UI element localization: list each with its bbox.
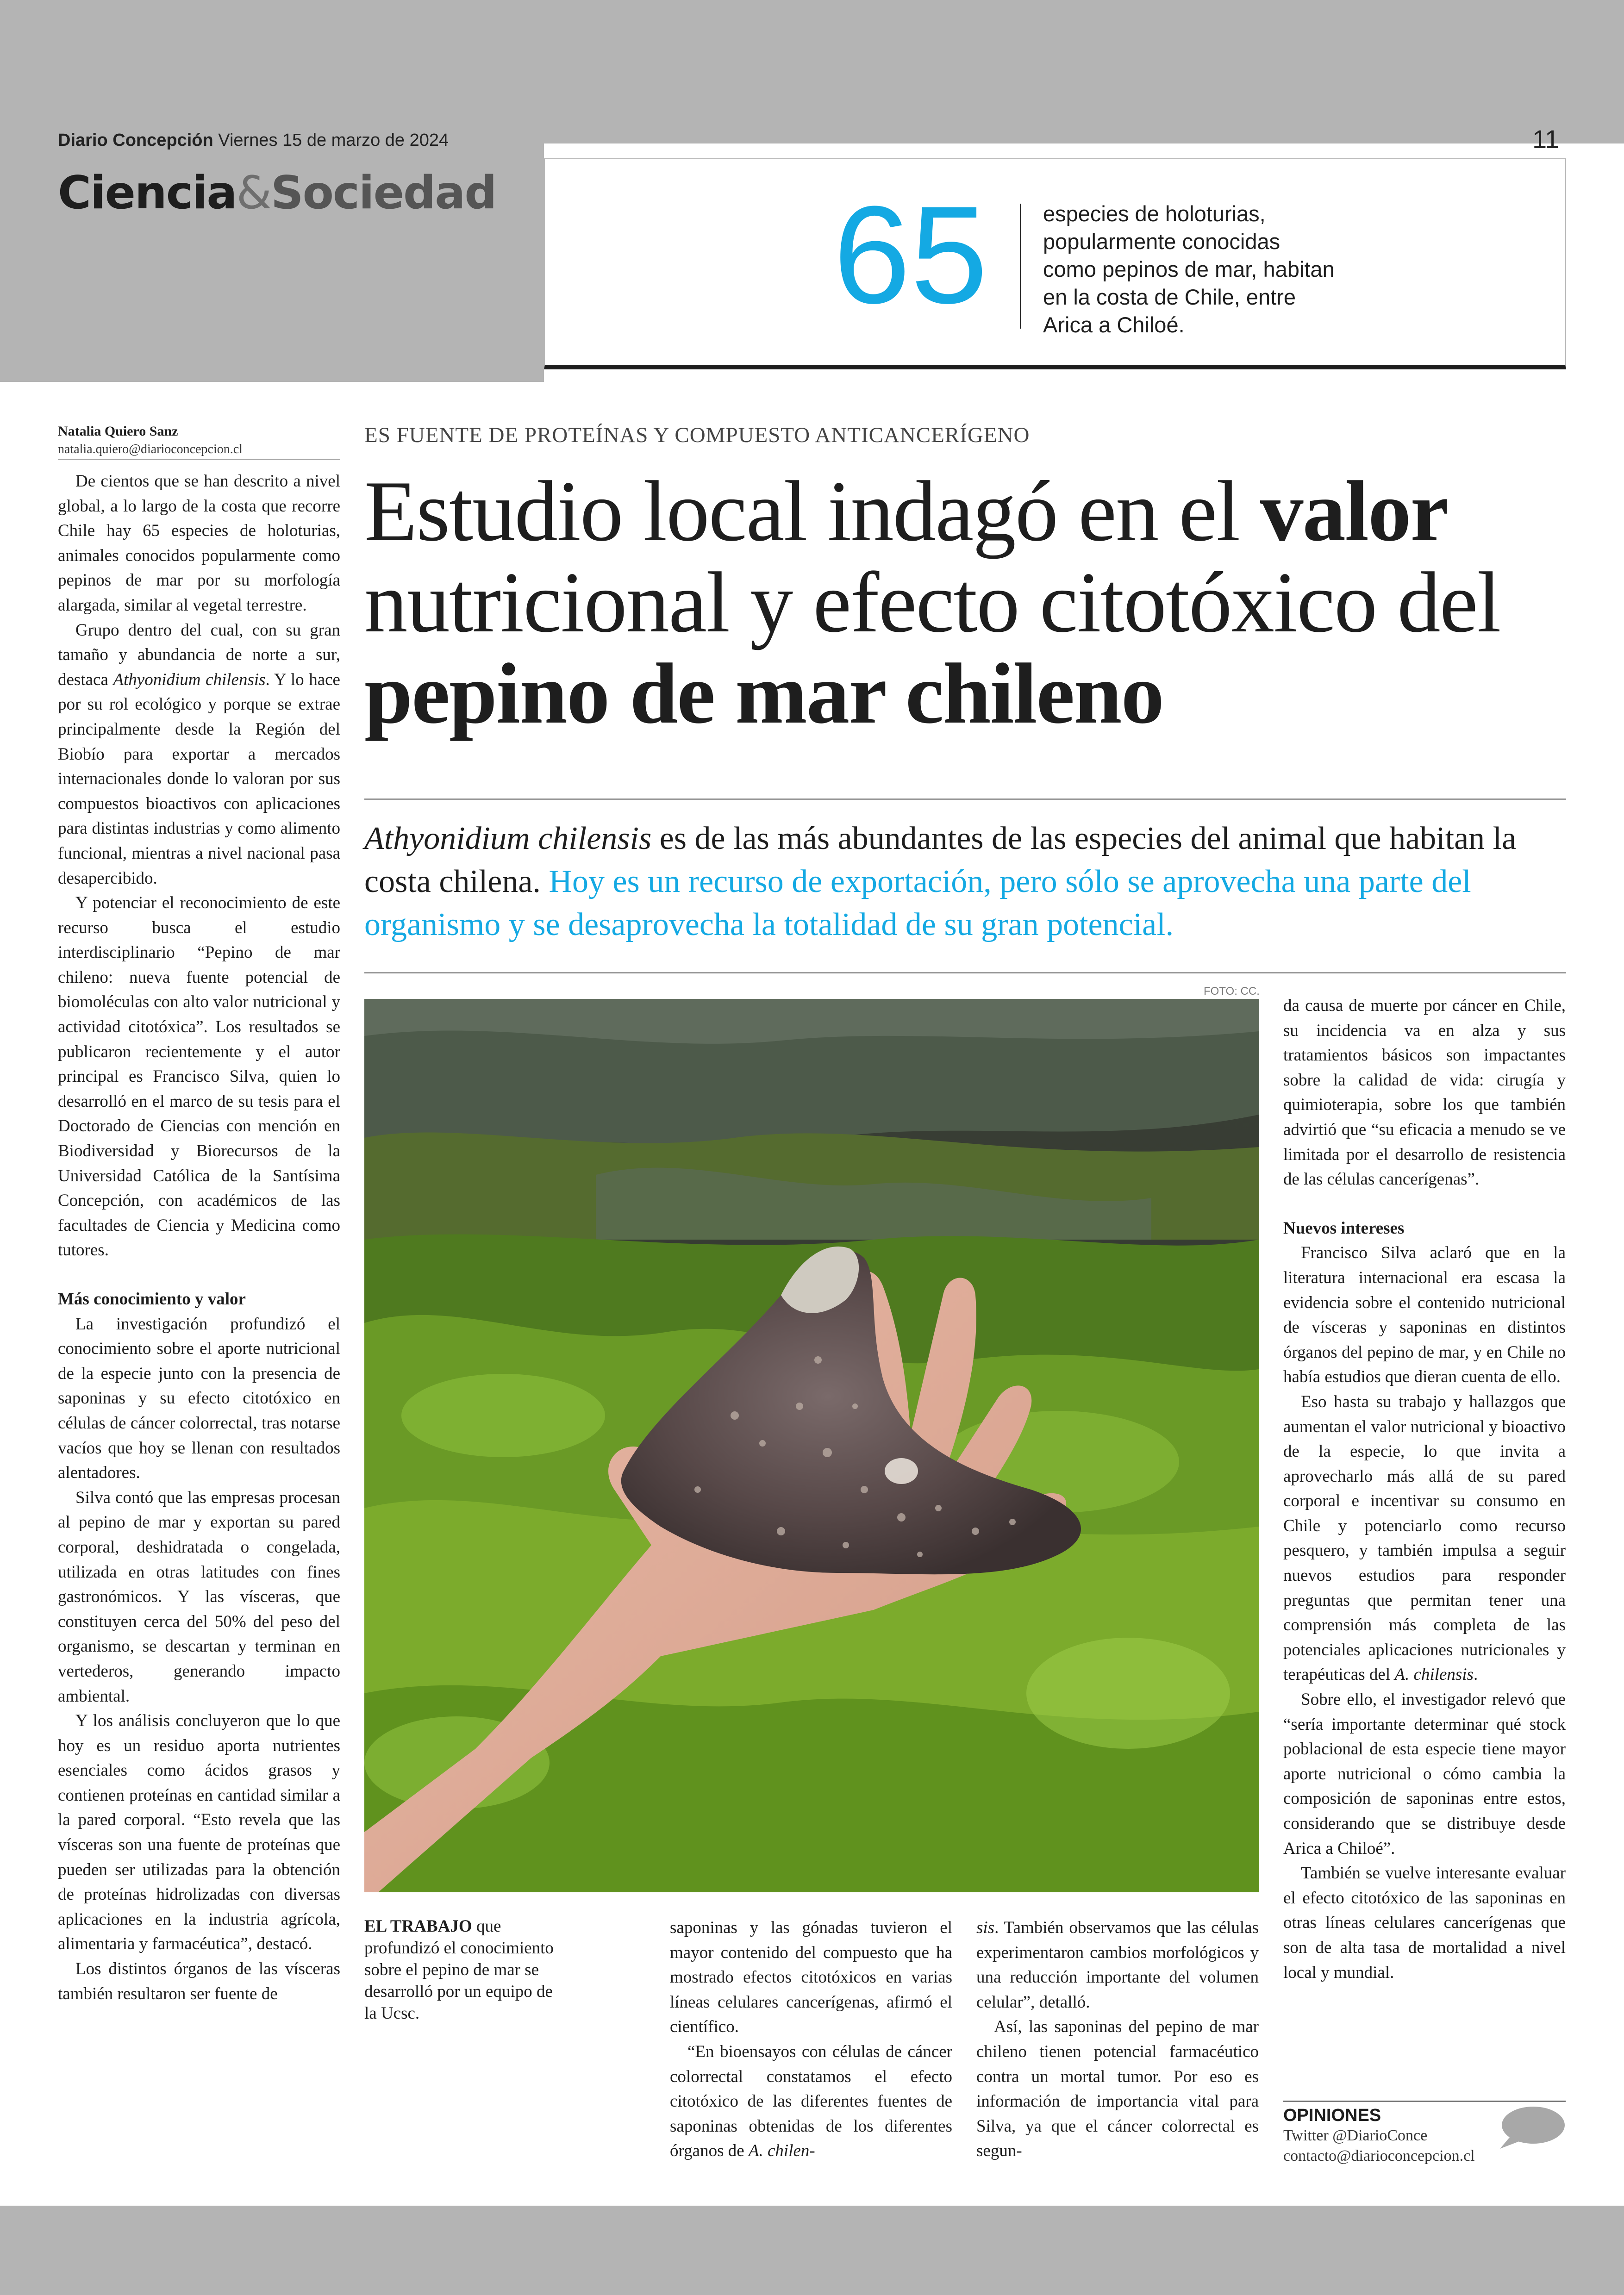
paragraph: Sobre ello, el investigador relevó que “sería importante determinar qué stock poblacional de esta especie tiene mayor aporte nutricional o cómo cambia la composición de saponinas entre estos, considerando que se distribuye desde Arica a Chiloé”. — [1283, 1690, 1566, 1858]
headline-bold: valor — [1260, 463, 1448, 559]
paragraph: Silva contó que las empresas procesan al pepino de mar y exportan su pared corporal, deshidratada o congelada, utilizada en otras latitudes con fines gastronómicos. Y las vísceras, que constituyen cerca del 50% del peso del organismo, se descartan y terminan en vertederos, generando impacto ambiental. — [58, 1488, 340, 1706]
deck: Athyonidium chilensis es de las más abundantes de las especies del animal que habitan la costa chilena. Hoy es un recurso de exportación, pero sólo se aprovecha una parte del organismo y se desaprovecha la totalidad de su gran potencial. — [364, 821, 1517, 942]
subheading: Nuevos intereses — [1283, 1218, 1405, 1238]
deck-highlight: Hoy es un recurso de exportación, pero sólo se aprovecha una parte del organismo y se desaprovecha la totalidad de su gran potencial. — [364, 864, 1471, 942]
body-column-2 — [670, 1915, 952, 2164]
page-number: 11 — [1532, 125, 1560, 154]
kicker: ES FUENTE DE PROTEÍNAS Y COMPUESTO ANTICANCERÍGENO — [364, 423, 1030, 447]
headline-bold: pepino de mar chileno — [364, 646, 1164, 742]
paragraph: También se vuelve interesante evaluar el efecto citotóxico de las saponinas en otras líneas celulares cancerígenas que son de alta tasa de mortalidad a nivel local y mundial. — [1283, 1864, 1566, 1982]
section-title-ampersand: & — [236, 167, 271, 219]
species-name: A. chilensis — [1394, 1665, 1474, 1684]
stat-line: como pepinos de mar, habitan — [1043, 257, 1335, 281]
stat-line: en la costa de Chile, entre — [1043, 285, 1296, 309]
publication-line — [58, 131, 449, 150]
stat-line: Arica a Chiloé. — [1043, 312, 1185, 337]
paragraph: De cientos que se han descrito a nivel global, a lo largo de la costa que recorre Chile hay 65 especies de holoturias, animales conocidos popularmente como pepinos de mar por su morfología alargada, similar al vegetal terrestre. — [58, 472, 340, 615]
stat-line: especies de holoturias, — [1043, 201, 1266, 226]
publication-name: Diario Concepción — [58, 131, 213, 150]
paragraph: saponinas y las gónadas tuvieron el mayor contenido del compuesto que ha mostrado efectos citotóxicos en varias líneas celulares cancerígenas, afirmó el científico. — [670, 1918, 952, 2037]
headline: Estudio local indagó en el valor nutricional y efecto citotóxico del pepino de mar chileno — [364, 463, 1500, 742]
top-gray-band — [0, 0, 1624, 143]
paragraph: Y los análisis concluyeron que lo que hoy es un residuo aporta nutrientes esenciales como ácidos grasos y contienen proteínas en cantidad similar a la pared corporal. “Esto revela que las vísceras son una fuente de proteínas que pueden ser utilizadas para la obtención de proteínas hidrolizadas con diversas aplicaciones en la industria agrícola, alimentaria y farmacéutica”, destacó. — [58, 1711, 340, 1954]
stat-number: 65 — [833, 177, 988, 332]
body-column-3 — [976, 1915, 1259, 2164]
subheading: Más conocimiento y valor — [58, 1290, 246, 1309]
section-title — [58, 167, 496, 219]
species-name: sis — [976, 1918, 995, 1937]
deck-species: Athyonidium chilensis — [364, 821, 652, 856]
paragraph: Y potenciar el reconocimiento de este recurso busca el estudio interdisciplinario “Pepino de mar chileno: nueva fuente potencial de biomoléculas con alto valor nutricional y actividad citotóxica”. Los resultados se publicaron recientemente y el autor principal es Francisco Silva, quien lo desarrolló en el marco de su tesis para el Doctorado de Ciencias con mención en Biodiversidad y Biorecursos de la Universidad Católica de la Santísima Concepción, con académicos de las facultades de Ciencia y Medicina como tutores. — [58, 893, 340, 1260]
paragraph: Eso hasta su trabajo y hallazgos que aumentan el valor nutricional y bioactivo de la especie, lo que invita a aprovecharlo más allá de su pared corporal e incentivar su consumo en Chile y potenciarlo como recurso pesquero, y también impulsa a seguir nuevos estudios para responder preguntas que permitan tener una comprensión más completa de las potenciales aplicaciones nutricionales y terapéuticas del A. chilensis. — [1283, 1392, 1566, 1684]
paragraph: Grupo dentro del cual, con su gran tamaño y abundancia de norte a sur, destaca Athyonidium chilensis. Y lo hace por su rol ecológico y porque se extrae principalmente desde la Región del Biobío para exportar a mercados internacionales donde lo valoran por sus compuestos bioactivos con aplicaciones para distintas industrias y como alimento funcional, mientras a nivel nacional pasa desapercibido. — [58, 620, 340, 888]
stat-divider — [1020, 204, 1021, 329]
body-column-1 — [58, 469, 340, 2006]
photo-caption: EL TRABAJO que profundizó el conocimiento sobre el pepino de mar se desarrolló por un equipo de la Ucsc. — [364, 1917, 554, 2023]
byline-author: Natalia Quiero Sanz — [58, 424, 178, 439]
paragraph: da causa de muerte por cáncer en Chile, su incidencia va en alza y sus tratamientos básicos son impactantes sobre la calidad de vida: cirugía y quimioterapia, sobre los que también advirtió que “su eficacia a menudo se ve limitada por el desarrollo de resistencia de las células cancerígenas”. — [1283, 996, 1566, 1189]
opinions-title: OPINIONES — [1283, 2106, 1381, 2125]
paragraph: Francisco Silva aclaró que en la literatura internacional era escasa la evidencia sobre el contenido nutricional de vísceras y saponinas en distintos órganos del pepino de mar, y en Chile no había estudios que dieran cuenta de ello. — [1283, 1243, 1566, 1387]
photo-illustration — [364, 999, 1259, 1892]
paragraph: “En bioensayos con células de cáncer colorrectal constatamos el efecto citotóxico de las diferentes fuentes de saponinas obtenidas de los diferentes órganos de A. chilen- — [670, 2042, 952, 2161]
paragraph: La investigación profundizó el conocimiento sobre el aporte nutricional de la especie junto con la presencia de saponinas y su efecto citotóxico en células de cáncer colorrectal, tras notarse vacíos que hoy se llenan con resultados alentadores. — [58, 1314, 340, 1483]
opinions-box — [1283, 2101, 1496, 2166]
caption-lead: EL TRABAJO — [364, 1917, 472, 1936]
species-name: A. chilen- — [748, 2141, 815, 2161]
section-title-ciencia: Ciencia — [58, 167, 237, 219]
paragraph: Así, las saponinas del pepino de mar chileno tienen potencial farmacéutico contra un mortal tumor. Por eso es información de importancia vital para Silva, ya que el cáncer colorrectal es segun- — [976, 2017, 1259, 2161]
opinions-twitter[interactable]: Twitter @DiarioConce — [1283, 2127, 1428, 2144]
opinions-rule — [1283, 2101, 1566, 2102]
divider-rule — [364, 798, 1566, 800]
body-column-4 — [1283, 993, 1566, 1985]
opinions-email[interactable]: contacto@diarioconcepcion.cl — [1283, 2147, 1475, 2164]
species-name: Athyonidium chilensis — [113, 670, 266, 689]
photo-credit: FOTO: CC. — [1204, 985, 1260, 998]
stat-line: popularmente conocidas — [1043, 229, 1280, 254]
photo-sea-cucumber-in-hand — [364, 999, 1259, 1892]
publication-date: Viernes 15 de marzo de 2024 — [218, 131, 449, 150]
stat-description — [1043, 200, 1395, 339]
divider-rule — [364, 972, 1566, 973]
paragraph: Los distintos órganos de las vísceras también resultaron ser fuente de — [58, 1959, 340, 2003]
bottom-gray-band — [0, 2206, 1624, 2295]
speech-bubble-icon — [1496, 2104, 1566, 2151]
section-title-sociedad: Sociedad — [270, 167, 496, 219]
paragraph: sis. También observamos que las células experimentaron cambios morfológicos y una reducción importante del volumen celular”, detalló. — [976, 1918, 1259, 2012]
byline-email[interactable]: natalia.quiero@diarioconcepcion.cl — [58, 442, 340, 460]
